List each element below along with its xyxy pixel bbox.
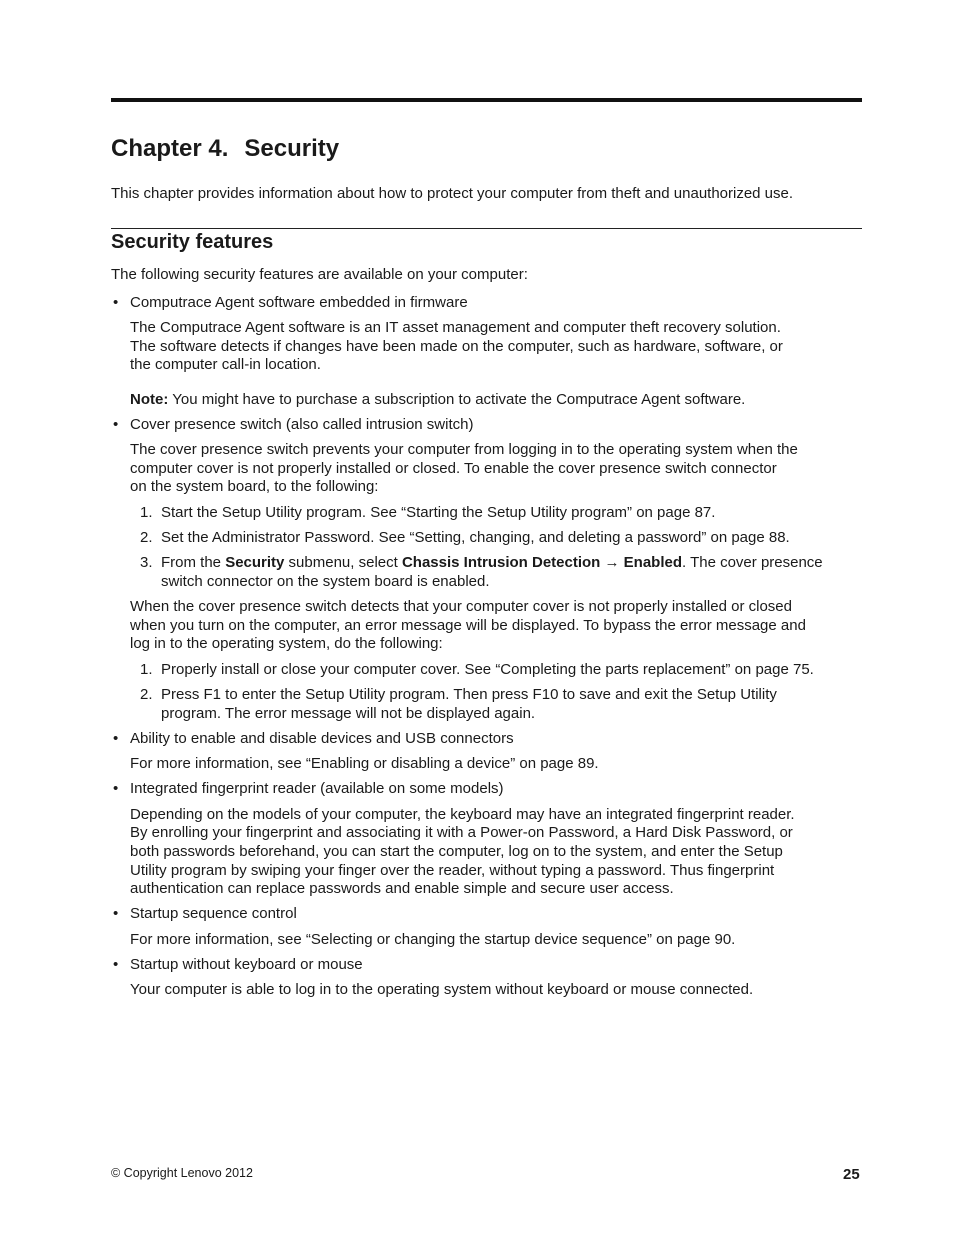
bullet-marker: • — [113, 780, 119, 797]
menu-name-security: Security — [225, 554, 285, 571]
menu-path-chassis-intrusion: Chassis Intrusion Detection → Enabled — [401, 554, 683, 571]
cover-desc-line: computer cover is not properly installed or closed. To enable the cover presence switch connector — [130, 460, 777, 477]
note-label: Note: — [130, 391, 169, 408]
fingerprint-desc-line: both passwords beforehand, you can start the computer, log on to the system, and enter the Setup — [130, 843, 783, 860]
page-number: 25 — [843, 1166, 860, 1183]
list-item-title-cover: Cover presence switch (also called intrusion switch) — [130, 416, 474, 433]
cover-desc2-line: When the cover presence switch detects that your computer cover is not properly installed or closed — [130, 598, 792, 615]
cover-desc-line: The cover presence switch prevents your computer from logging in to the operating system when the — [130, 441, 798, 458]
step-text-part: . The cover presence — [682, 554, 823, 571]
cover-desc2-line: log in to the operating system, do the following: — [130, 635, 443, 652]
bullet-marker: • — [113, 416, 119, 433]
chapter-heading — [111, 135, 339, 163]
step-text: Set the Administrator Password. See “Setting, changing, and deleting a password” on page 88. — [161, 529, 790, 546]
fingerprint-desc-line: Depending on the models of your computer, the keyboard may have an integrated fingerprint reader. — [130, 806, 795, 823]
fingerprint-desc-line: authentication can replace passwords and enable simple and secure user access. — [130, 880, 674, 897]
startup-desc: For more information, see “Selecting or changing the startup device sequence” on page 90. — [130, 931, 736, 948]
list-item-title-usb: Ability to enable and disable devices and USB connectors — [130, 730, 514, 747]
step-text-continued: program. The error message will not be displayed again. — [161, 705, 536, 722]
step-number: 1. — [140, 661, 153, 678]
bullet-marker: • — [113, 730, 119, 747]
step-text: Start the Setup Utility program. See “Starting the Setup Utility program” on page 87. — [161, 504, 716, 521]
computrace-desc-line: The software detects if changes have been made on the computer, such as hardware, software, or — [130, 338, 783, 355]
step-text — [161, 554, 823, 573]
step-text-part: From the — [161, 554, 226, 571]
fingerprint-desc-line: By enrolling your fingerprint and associating it with a Power-on Password, a Hard Disk Password, or — [130, 824, 793, 841]
bullet-marker: • — [113, 294, 119, 311]
chapter-top-rule — [111, 98, 862, 102]
list-item-title-fingerprint: Integrated fingerprint reader (available on some models) — [130, 780, 504, 797]
chapter-intro: This chapter provides information about how to protect your computer from theft and unauthorized use. — [111, 185, 794, 202]
list-item-title-startup: Startup sequence control — [130, 905, 297, 922]
step-text-part: submenu, select — [284, 554, 402, 571]
usb-desc: For more information, see “Enabling or disabling a device” on page 89. — [130, 755, 599, 772]
bullet-marker: • — [113, 956, 119, 973]
section-heading: Security features — [111, 231, 274, 253]
section-lead: The following security features are available on your computer: — [111, 266, 528, 283]
step-text: Press F1 to enter the Setup Utility program. Then press F10 to save and exit the Setup Utility — [161, 686, 777, 703]
nokeyboard-desc: Your computer is able to log in to the operating system without keyboard or mouse connected. — [130, 981, 754, 998]
chapter-number: Chapter 4. — [111, 135, 229, 162]
cover-desc-line: on the system board, to the following: — [130, 478, 379, 495]
footer-copyright: © Copyright Lenovo 2012 — [111, 1166, 253, 1180]
step-text: Properly install or close your computer cover. See “Completing the parts replacement” on page 75. — [161, 661, 814, 678]
step-number: 2. — [140, 529, 153, 546]
cover-desc2-line: when you turn on the computer, an error message will be displayed. To bypass the error message and — [130, 617, 806, 634]
computrace-desc-line: the computer call-in location. — [130, 356, 321, 373]
computrace-desc-line: The Computrace Agent software is an IT asset management and computer theft recovery solution. — [130, 319, 781, 336]
step-number: 2. — [140, 686, 153, 703]
fingerprint-desc-line: Utility program by swiping your finger over the reader, without typing a password. Thus fingerprint — [130, 862, 775, 879]
chapter-title: Security — [244, 135, 340, 162]
computrace-note — [130, 391, 745, 410]
step-number: 1. — [140, 504, 153, 521]
section-rule — [111, 228, 862, 229]
bullet-marker: • — [113, 905, 119, 922]
list-item-title-computrace: Computrace Agent software embedded in firmware — [130, 294, 468, 311]
step-text-continued: switch connector on the system board is enabled. — [161, 573, 490, 590]
list-item-title-nokeyboard: Startup without keyboard or mouse — [130, 956, 363, 973]
step-number: 3. — [140, 554, 153, 571]
note-text: You might have to purchase a subscription to activate the Computrace Agent software. — [172, 391, 746, 408]
